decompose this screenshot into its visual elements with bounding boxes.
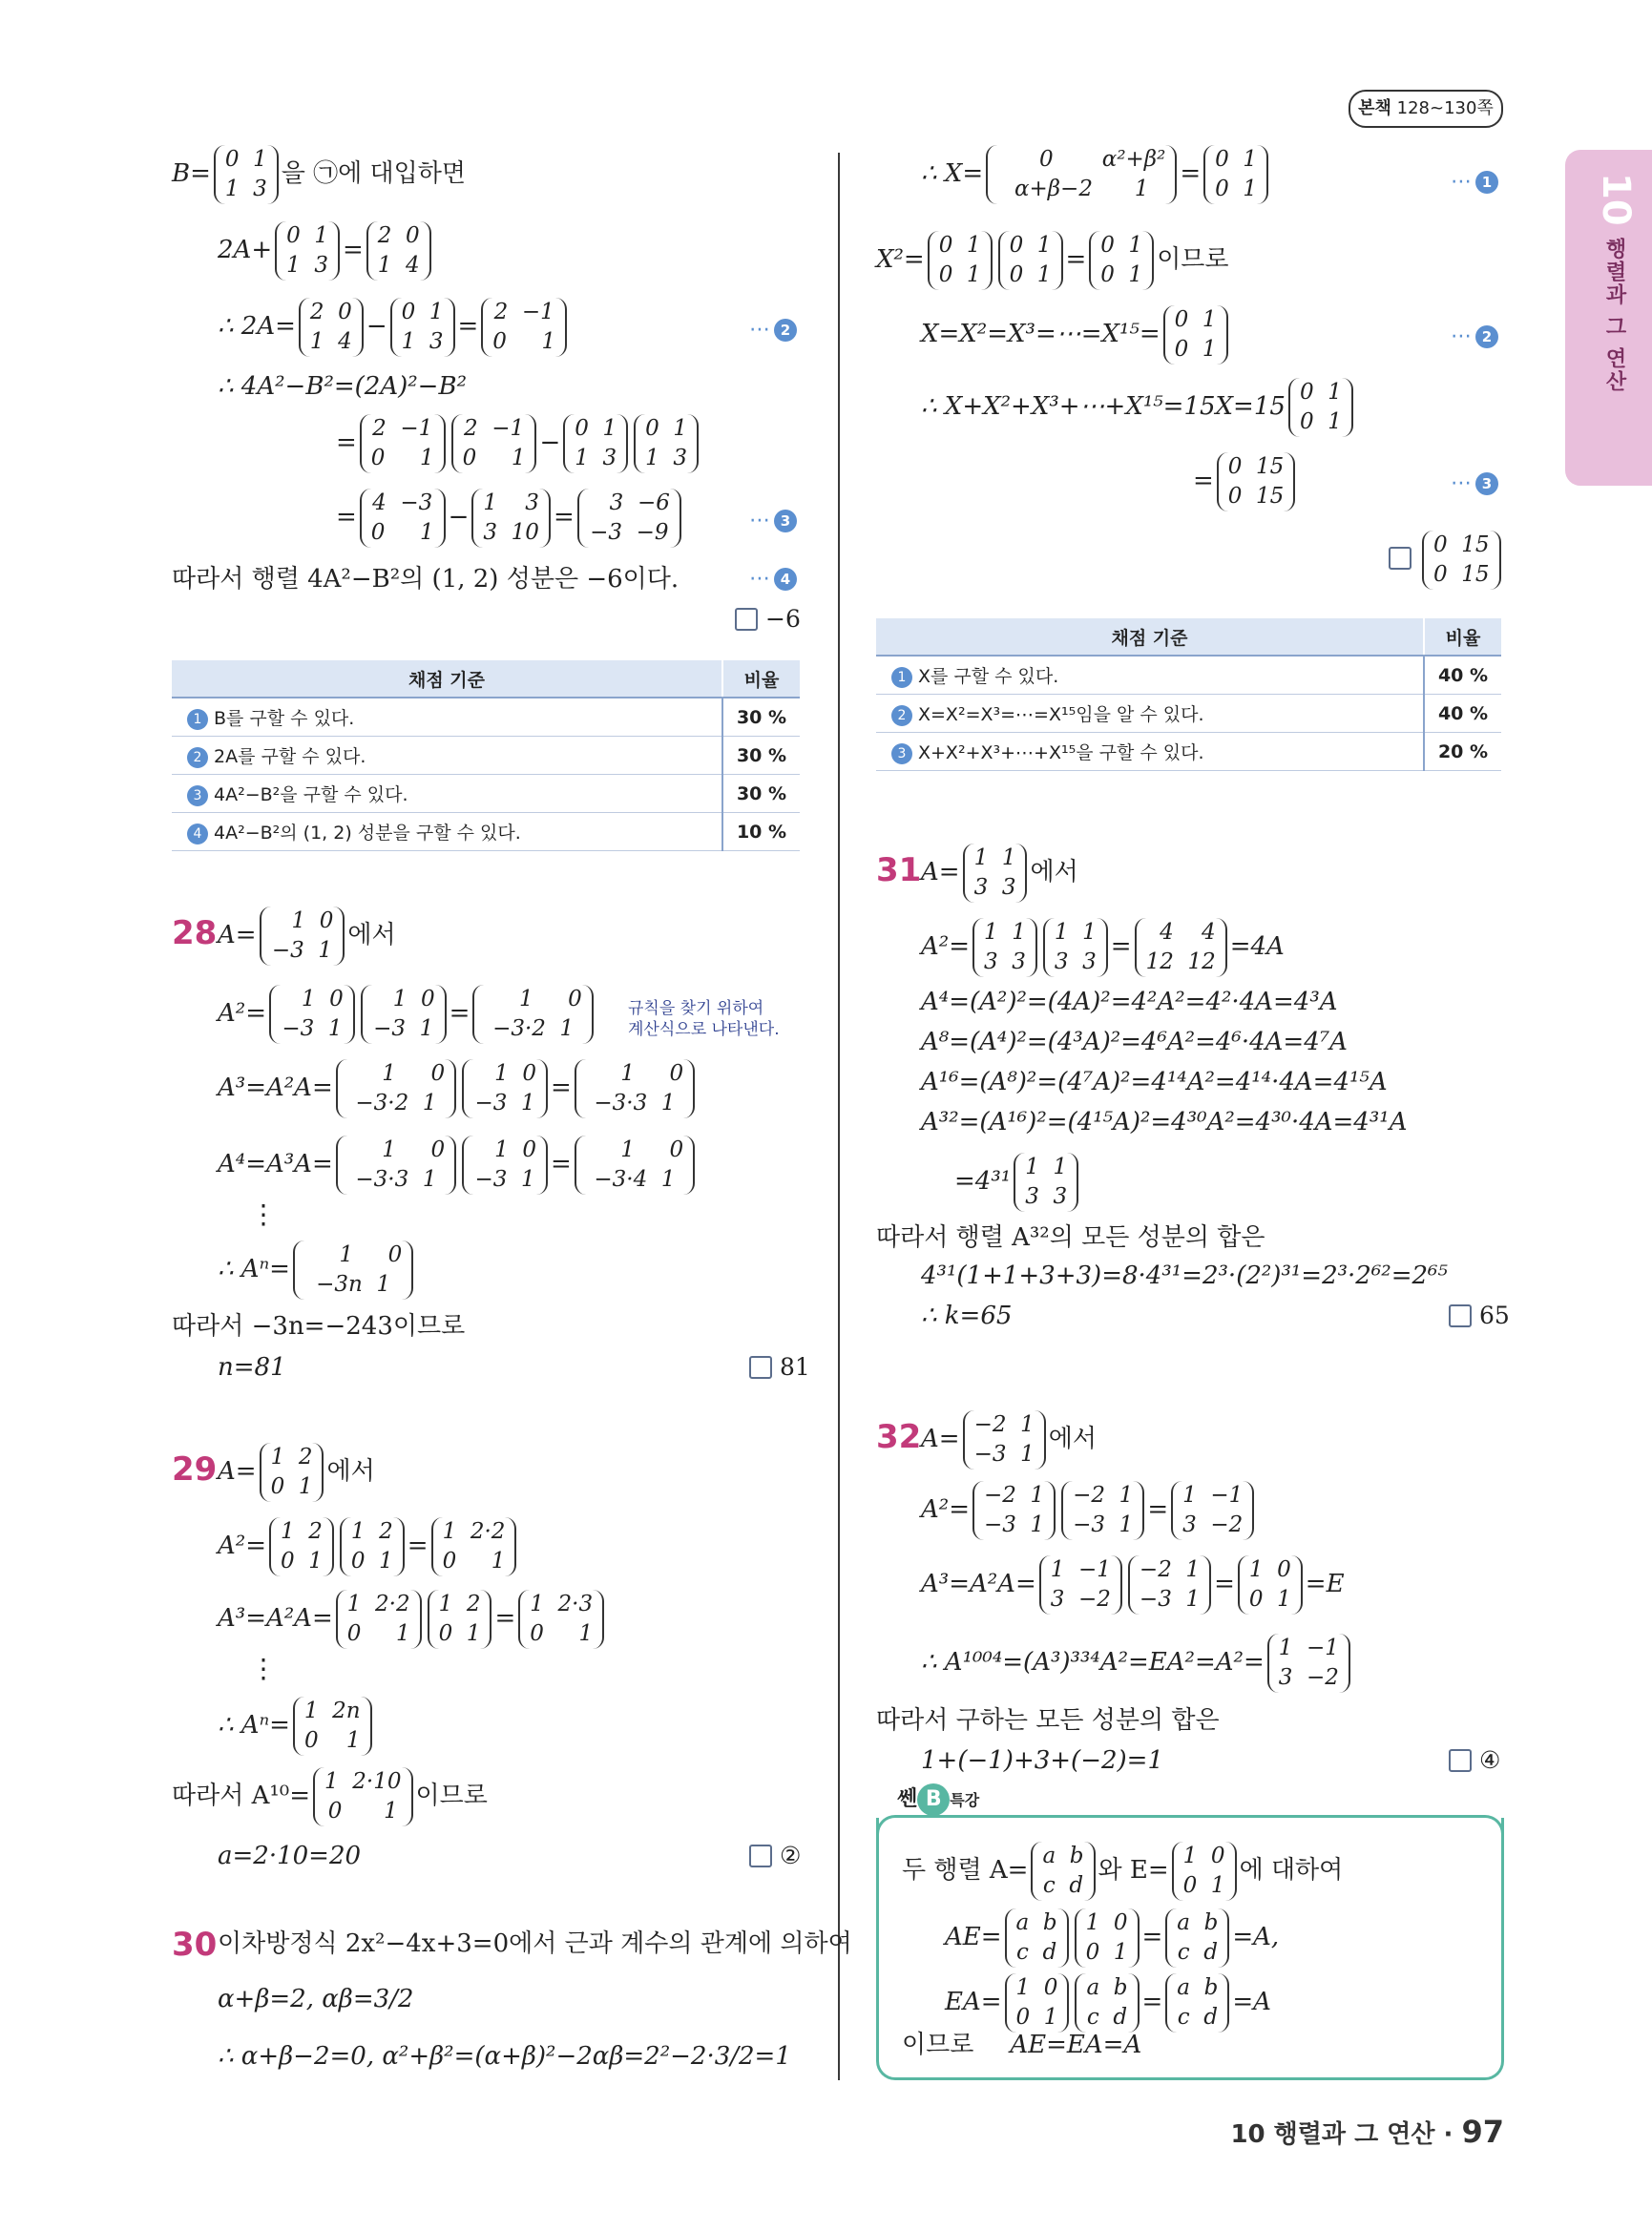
- table-row: 3 4A²−B²을 구할 수 있다. 30 %: [172, 775, 800, 813]
- answer-icon: [1449, 1749, 1472, 1772]
- matrix: [1039, 1555, 1122, 1615]
- table-row: 2 X=X²=X³=⋯=X¹⁵임을 알 수 있다. 40 %: [876, 695, 1501, 733]
- matrix-row: 0 1: [1248, 1587, 1291, 1613]
- answer-27: −6: [735, 605, 801, 633]
- p32-a3: A³=A²A= 1 −1 3 −2 −2 1 −3 1 = 1 0 0 1 =E: [921, 1555, 1345, 1615]
- right-x4: ∴ X+X²+X³+⋯+X¹⁵=15X=15 0 1 0 1: [921, 378, 1356, 437]
- matrix-row: 1 2n: [303, 1699, 361, 1723]
- matrix-row: −3 1: [973, 1442, 1035, 1468]
- left-line-1: B= 0 1 1 3 을 ㉠에 대입하면: [172, 145, 466, 204]
- matrix-row: 1 0: [303, 1242, 403, 1267]
- matrix-row: 1 −1: [1050, 1557, 1111, 1582]
- chapter-title: 행렬과 그 연산: [1602, 238, 1626, 394]
- matrix: [634, 414, 699, 473]
- matrix-row: −3 1: [1073, 1512, 1134, 1538]
- step-marker-r1: ⋯ 1: [1451, 170, 1498, 194]
- matrix: [472, 985, 593, 1044]
- matrix: [269, 1517, 334, 1576]
- matrix-row: 0 1: [270, 1474, 313, 1500]
- p29-vdots: ⋮: [250, 1653, 277, 1684]
- matrix-row: −2 1: [973, 1412, 1035, 1437]
- matrix-row: 1 3: [401, 329, 444, 355]
- matrix-row: 1 0: [484, 987, 582, 1011]
- step-marker-r3: ⋯ 3: [1451, 471, 1498, 495]
- p29-text-2: a=2·10=20: [218, 1842, 362, 1870]
- matrix-row: 0 1: [1009, 233, 1052, 258]
- matrix-row: 3 3: [983, 949, 1026, 975]
- matrix-row: 0 1: [370, 446, 434, 471]
- matrix-row: −3 1: [271, 938, 333, 964]
- p29-an: ∴ Aⁿ= 1 2n 0 1: [218, 1697, 375, 1756]
- matrix-row: 3 −2: [1182, 1512, 1244, 1538]
- matrix-row: −3·3 1: [355, 1167, 437, 1193]
- matrix-row: 0 15: [1433, 532, 1490, 557]
- matrix-row: 0 1: [938, 233, 981, 258]
- matrix-row: 1 3: [575, 446, 617, 471]
- matrix-row: 1 1: [983, 920, 1026, 945]
- matrix-row: −3·3 1: [594, 1091, 676, 1116]
- matrix: [1014, 1153, 1078, 1212]
- matrix-row: 0 1: [1100, 233, 1143, 258]
- matrix: [1172, 1842, 1237, 1901]
- matrix-row: 1 1: [973, 845, 1016, 870]
- special-lecture-badge: 쎈 B 특강: [897, 1783, 979, 1816]
- matrix-row: 3 −2: [1050, 1587, 1111, 1613]
- p29-a3: A³=A²A= 1 2·2 0 1 1 2 0 1 = 1 2·3 0 1: [218, 1590, 607, 1649]
- matrix-row: 1 2·2: [346, 1592, 410, 1616]
- matrix: [431, 1517, 517, 1576]
- matrix-row: 0 α²+β²: [997, 147, 1166, 172]
- p28-text-2: n=81: [218, 1353, 286, 1382]
- matrix-row: −3 1: [474, 1091, 535, 1116]
- p30-text-2: α+β=2, αβ=3/2: [218, 1985, 414, 2013]
- matrix-row: 0 1: [401, 300, 444, 324]
- matrix-row: 4 4: [1145, 920, 1216, 945]
- matrix-row: −3 1: [983, 1512, 1045, 1538]
- matrix: [336, 1059, 456, 1118]
- matrix: [360, 414, 446, 473]
- p28-annotation: 규칙을 찾기 위하여 계산식으로 나타낸다.: [628, 999, 780, 1040]
- table-row: 4 4A²−B²의 (1, 2) 성분을 구할 수 있다. 10 %: [172, 813, 800, 851]
- p31-text-1: 따라서 행렬 A³²의 모든 성분의 합은: [876, 1223, 1265, 1252]
- matrix-row: −3 −9: [590, 520, 669, 546]
- matrix: [451, 414, 537, 473]
- matrix-row: 3 3: [1025, 1184, 1068, 1210]
- matrix-row: 1 0: [1248, 1557, 1291, 1582]
- matrix: [1165, 1973, 1229, 2033]
- matrix-row: 0 1: [327, 1799, 398, 1824]
- matrix-row: 3 3: [973, 875, 1016, 901]
- left-line-7: 따라서 행렬 4A²−B²의 (1, 2) 성분은 −6이다.: [172, 565, 680, 594]
- matrix-row: −3·2 1: [492, 1016, 575, 1042]
- matrix-row: 1 0: [1085, 1910, 1128, 1935]
- matrix-row: −3 1: [282, 1016, 343, 1042]
- p28-a4: A⁴=A³A= 1 0 −3·3 1 1 0 −3 1 = 1 0 −3·4 1: [218, 1136, 698, 1195]
- matrix: [1267, 1634, 1350, 1693]
- matrix-row: 0 1: [1015, 2005, 1058, 2031]
- right-x1: ∴ X= 0 α²+β² α+β−2 1 = 0 1 0 1: [921, 145, 1271, 204]
- matrix-row: 3 3: [1054, 949, 1097, 975]
- matrix: [1075, 1908, 1140, 1968]
- matrix-row: 0 1: [645, 416, 688, 441]
- matrix-row: −2 1: [1139, 1557, 1201, 1582]
- matrix-row: 1 0: [585, 1137, 684, 1162]
- p32-a2: A²= −2 1 −3 1 −2 1 −3 1 = 1 −1 3 −2: [921, 1481, 1257, 1540]
- matrix: [972, 1481, 1056, 1540]
- p29-text-1: 따라서 A¹⁰= 1 2·10 0 1 이므로: [172, 1767, 488, 1826]
- problem-number-32: 32: [876, 1418, 922, 1456]
- boxb-line-4: 이므로 AE=EA=A: [902, 2031, 1142, 2059]
- matrix: [518, 1590, 604, 1649]
- p31-a2: A²= 1 1 3 3 1 1 3 3 = 4 4 12 12 =4A: [921, 918, 1285, 977]
- matrix-row: 0 1: [1299, 380, 1342, 405]
- table-header-criteria: 채점 기준: [172, 660, 722, 698]
- p28-a2: A²= 1 0 −3 1 1 0 −3 1 = 1 0 −3·2 1: [218, 985, 596, 1044]
- matrix-row: c d: [1042, 1873, 1084, 1899]
- matrix-row: 0 1: [575, 416, 617, 441]
- matrix: [428, 1590, 492, 1649]
- table-header-ratio: 비율: [722, 660, 800, 698]
- matrix-row: 0 1: [462, 446, 526, 471]
- matrix-row: 1 2: [438, 1592, 481, 1616]
- matrix-row: 1 2·2: [442, 1519, 506, 1544]
- matrix-row: 0 15: [1433, 562, 1490, 588]
- matrix: [299, 298, 364, 357]
- matrix-row: 1 0: [346, 1137, 446, 1162]
- p31-a32: A³²=(A¹⁶)²=(4¹⁵A)²=4³⁰A²=4³⁰·4A=4³¹A: [921, 1108, 1408, 1136]
- matrix-row: 1 3: [483, 490, 539, 515]
- left-line-2: 2A+ 0 1 1 3 = 2 0 1 4: [218, 221, 434, 281]
- answer-icon: [749, 1845, 772, 1867]
- matrix: [214, 145, 279, 204]
- matrix: [1075, 1973, 1139, 2033]
- matrix-row: 0 1: [1215, 147, 1258, 172]
- right-x5: = 0 15 0 15: [1193, 452, 1298, 511]
- matrix-row: 1 3: [224, 177, 267, 202]
- matrix-row: 2 −1: [493, 300, 554, 324]
- matrix-row: 2 −1: [463, 416, 525, 441]
- matrix: [1217, 452, 1296, 511]
- matrix: [928, 231, 993, 290]
- matrix-row: 0 1: [492, 329, 556, 355]
- problem-number-29: 29: [172, 1450, 218, 1489]
- left-line-4: ∴ 4A²−B²=(2A)²−B²: [218, 372, 467, 401]
- answer-29: ②: [749, 1842, 801, 1869]
- step-marker-r2: ⋯ 2: [1451, 324, 1498, 348]
- boxb-line-3: EA= 1 0 0 1 a b c d = a b c d =A: [945, 1973, 1271, 2033]
- answer-28: 81: [749, 1353, 810, 1381]
- page-footer: 10 행렬과 그 연산 · 97: [1230, 2114, 1504, 2150]
- matrix: [972, 918, 1037, 977]
- matrix-row: a b: [1086, 1975, 1128, 2000]
- table-row: 3 X+X²+X³+⋯+X¹⁵을 구할 수 있다. 20 %: [876, 733, 1501, 771]
- matrix: [577, 489, 681, 548]
- matrix-row: 1 3: [286, 253, 328, 279]
- matrix-row: c d: [1177, 2005, 1218, 2031]
- matrix: [275, 221, 340, 281]
- matrix: [986, 145, 1177, 204]
- right-x2: X²= 0 1 0 1 0 1 0 1 = 0 1 0 1 이므로: [876, 231, 1229, 290]
- matrix: [361, 985, 447, 1044]
- matrix: [462, 1059, 548, 1118]
- matrix: [1422, 531, 1501, 590]
- matrix: [1203, 145, 1268, 204]
- matrix: [963, 844, 1028, 903]
- matrix: [462, 1136, 548, 1195]
- matrix-row: 0 1: [1174, 307, 1217, 332]
- matrix-row: −2 1: [983, 1483, 1045, 1508]
- matrix-row: 1 0: [371, 987, 435, 1011]
- matrix-row: 1 2: [280, 1519, 323, 1544]
- p32-a1004: ∴ A¹⁰⁰⁴=(A³)³³⁴A²=EA²=A²= 1 −1 3 −2: [921, 1634, 1353, 1693]
- matrix-row: a b: [1015, 1910, 1057, 1935]
- matrix-row: −3 1: [1139, 1587, 1201, 1613]
- matrix-row: α+β−2 1: [1014, 177, 1149, 202]
- matrix-row: 1 2·10: [324, 1769, 402, 1794]
- matrix-row: 1 3: [645, 446, 688, 471]
- matrix: [269, 985, 355, 1044]
- matrix-row: 0 15: [1227, 484, 1285, 510]
- matrix: [575, 1136, 695, 1195]
- matrix-row: 0 1: [1085, 1940, 1128, 1966]
- matrix: [1043, 918, 1108, 977]
- table-header-criteria: 채점 기준: [876, 618, 1424, 656]
- matrix-row: 0 1: [304, 1728, 361, 1754]
- matrix-row: 0 1: [1299, 409, 1342, 435]
- matrix-row: −2 1: [1073, 1483, 1134, 1508]
- matrix-row: c d: [1015, 1940, 1057, 1966]
- matrix: [1288, 378, 1353, 437]
- matrix-row: 1 0: [270, 908, 334, 933]
- matrix-row: 0 1: [1174, 337, 1217, 363]
- matrix-row: 1 0: [280, 987, 344, 1011]
- left-line-5: = 2 −1 0 1 2 −1 0 1 − 0 1 1 3 0 1 1 3: [336, 414, 701, 473]
- matrix-row: 1 0: [473, 1137, 536, 1162]
- matrix-row: 0 1: [350, 1549, 393, 1574]
- page-reference-badge: [1349, 90, 1503, 128]
- matrix-row: 0 1: [280, 1549, 323, 1574]
- matrix: [563, 414, 628, 473]
- p28-vdots: ⋮: [250, 1199, 277, 1230]
- matrix-row: 3 −2: [1278, 1665, 1339, 1691]
- p31-a4: A⁴=(A²)²=(4A)²=4²A²=4²·4A=4³A: [921, 988, 1338, 1016]
- p28-intro: A= 1 0 −3 1 에서: [218, 907, 396, 966]
- p30-text-1: 이차방정식 2x²−4x+3=0에서 근과 계수의 관계에 의하여: [218, 1929, 852, 1958]
- matrix-row: 4 −3: [372, 490, 433, 515]
- matrix-row: 1 −1: [1182, 1483, 1244, 1508]
- matrix-row: 1 0: [346, 1061, 446, 1086]
- matrix: [1089, 231, 1154, 290]
- matrix-row: 1 2·3: [530, 1592, 594, 1616]
- matrix: [336, 1590, 422, 1649]
- matrix: [1238, 1555, 1303, 1615]
- answer-icon: [1449, 1304, 1472, 1327]
- matrix-row: 1 0: [1015, 1975, 1058, 2000]
- problem-number-31: 31: [876, 851, 922, 889]
- matrix: [293, 1697, 372, 1756]
- table-row: 1 X를 구할 수 있다. 40 %: [876, 656, 1501, 695]
- p31-text-2: 4³¹(1+1+3+3)=8·4³¹=2³·(2²)³¹=2³·2⁶²=2⁶⁵: [921, 1261, 1448, 1290]
- matrix: [260, 907, 345, 966]
- ref-label: 본책: [1358, 98, 1391, 118]
- matrix: [313, 1767, 412, 1826]
- matrix: [998, 231, 1063, 290]
- table-header-ratio: 비율: [1424, 618, 1501, 656]
- p32-text-2: 1+(−1)+3+(−2)=1: [921, 1746, 1163, 1775]
- chapter-side-tab: [1565, 150, 1652, 486]
- chapter-number: 10: [1594, 173, 1638, 226]
- matrix-row: 1 1: [1054, 920, 1097, 945]
- step-marker-2: ⋯ 2: [749, 318, 797, 342]
- matrix-row: 1 2: [350, 1519, 393, 1544]
- matrix-row: 0 1: [370, 520, 434, 546]
- answer-31: 65: [1449, 1302, 1510, 1329]
- matrix: [481, 298, 567, 357]
- p31-a32b: =4³¹ 1 1 3 3: [954, 1153, 1081, 1212]
- p31-a8: A⁸=(A⁴)²=(4³A)²=4⁶A²=4⁶·4A=4⁷A: [921, 1028, 1348, 1056]
- matrix-row: 1 0: [585, 1061, 684, 1086]
- boxb-line-1: 두 행렬 A= a b c d 와 E= 1 0 0 1 에 대하여: [902, 1842, 1343, 1901]
- boxb-line-2: AE= a b c d 1 0 0 1 = a b c d =A,: [945, 1908, 1279, 1968]
- matrix-row: c d: [1177, 1940, 1218, 1966]
- matrix: [1005, 1973, 1070, 2033]
- matrix: [1031, 1842, 1095, 1901]
- problem-number-28: 28: [172, 914, 218, 952]
- matrix-row: 0 1: [1100, 262, 1143, 288]
- matrix: [1005, 1908, 1069, 1968]
- matrix-row: a b: [1177, 1910, 1219, 1935]
- right-x3: X=X²=X³=⋯=X¹⁵= 0 1 0 1: [921, 305, 1231, 365]
- matrix-row: −3 1: [373, 1016, 434, 1042]
- matrix-row: −3·2 1: [355, 1091, 437, 1116]
- answer-icon: [735, 608, 758, 631]
- matrix-row: 1 2: [270, 1445, 313, 1470]
- matrix: [1061, 1481, 1144, 1540]
- matrix-row: 0 1: [224, 147, 267, 172]
- matrix-row: 0 15: [1227, 454, 1285, 479]
- table-row: 2 2A를 구할 수 있다. 30 %: [172, 737, 800, 775]
- matrix-row: 3 −6: [588, 490, 670, 515]
- matrix: [575, 1059, 695, 1118]
- matrix-row: a b: [1177, 1975, 1219, 2000]
- matrix-row: −3n 1: [316, 1272, 391, 1298]
- matrix-row: 0 1: [938, 262, 981, 288]
- p31-a16: A¹⁶=(A⁸)²=(4⁷A)²=4¹⁴A²=4¹⁴·4A=4¹⁵A: [921, 1068, 1388, 1096]
- matrix-row: 1 4: [377, 253, 420, 279]
- p32-text-1: 따라서 구하는 모든 성분의 합은: [876, 1706, 1220, 1735]
- matrix-row: 1 0: [473, 1061, 536, 1086]
- matrix-row: 12 12: [1145, 949, 1216, 975]
- matrix-row: 0 1: [1182, 1873, 1225, 1899]
- matrix: [963, 1410, 1046, 1470]
- matrix-row: −3·4 1: [594, 1167, 676, 1193]
- matrix-row: 0 1: [1009, 262, 1052, 288]
- matrix-row: 0 1: [286, 223, 328, 248]
- page-number: 97: [1461, 2114, 1504, 2150]
- matrix: [336, 1136, 456, 1195]
- matrix-row: 2 −1: [372, 416, 433, 441]
- answer-30: [1389, 531, 1504, 590]
- step-marker-4: ⋯ 4: [749, 567, 797, 591]
- matrix: [471, 489, 551, 548]
- matrix: [1163, 305, 1228, 365]
- matrix: [366, 221, 431, 281]
- p28-a3: A³=A²A= 1 0 −3·2 1 1 0 −3 1 = 1 0 −3·3 1: [218, 1059, 698, 1118]
- p28-text-1: 따라서 −3n=−243이므로: [172, 1312, 466, 1341]
- matrix-row: 2 0: [377, 223, 420, 248]
- matrix: [293, 1241, 413, 1300]
- p29-intro: A= 1 2 0 1 에서: [218, 1443, 375, 1502]
- matrix-row: 1 0: [1182, 1844, 1225, 1868]
- matrix-row: 2 0: [309, 300, 352, 324]
- b-badge-icon: B: [917, 1783, 950, 1816]
- matrix: [1171, 1481, 1254, 1540]
- matrix: [340, 1517, 405, 1576]
- table-row: 1 B를 구할 수 있다. 30 %: [172, 698, 800, 737]
- matrix-row: −3 1: [474, 1167, 535, 1193]
- grading-table-2: [876, 618, 1501, 771]
- matrix-row: 0 1: [1215, 177, 1258, 202]
- matrix: [360, 489, 446, 548]
- step-marker-3: ⋯ 3: [749, 509, 797, 532]
- ref-pages: 128~130쪽: [1396, 98, 1494, 118]
- matrix-row: 0 1: [442, 1549, 506, 1574]
- grading-table-1: [172, 660, 800, 851]
- matrix-row: 3 10: [483, 520, 539, 546]
- matrix-row: 1 1: [1025, 1155, 1068, 1179]
- matrix-row: 1 4: [309, 329, 352, 355]
- p30-text-3: ∴ α+β−2=0, α²+β²=(α+β)²−2αβ=2²−2·3/2=1: [218, 2042, 791, 2071]
- matrix: [1128, 1555, 1211, 1615]
- matrix-row: a b: [1042, 1844, 1084, 1868]
- problem-number-30: 30: [172, 1926, 218, 1964]
- answer-icon: [749, 1356, 772, 1379]
- matrix: [390, 298, 455, 357]
- matrix-row: 0 1: [530, 1621, 594, 1647]
- p32-intro: A= −2 1 −3 1 에서: [921, 1410, 1097, 1470]
- p29-a2: A²= 1 2 0 1 1 2 0 1 = 1 2·2 0 1: [218, 1517, 519, 1576]
- answer-32: ④: [1449, 1746, 1500, 1774]
- left-line-3: ∴ 2A= 2 0 1 4 − 0 1 1 3 = 2 −1 0 1: [218, 298, 570, 357]
- p31-intro: A= 1 1 3 3 에서: [921, 844, 1078, 903]
- matrix-row: 0 1: [438, 1621, 481, 1647]
- matrix-row: 1 −1: [1278, 1636, 1339, 1660]
- matrix-row: c d: [1086, 2005, 1128, 2031]
- left-line-6: = 4 −3 0 1 − 1 3 3 10 = 3 −6 −3 −9: [336, 489, 684, 548]
- p31-text-3: ∴ k=65: [921, 1302, 1013, 1330]
- answer-icon: [1389, 547, 1412, 570]
- matrix: [1165, 1908, 1229, 1968]
- p28-an: ∴ Aⁿ= 1 0 −3n 1: [218, 1241, 416, 1300]
- matrix-row: 0 1: [346, 1621, 410, 1647]
- matrix: [260, 1443, 324, 1502]
- column-divider: [838, 153, 840, 2080]
- matrix: [1135, 918, 1227, 977]
